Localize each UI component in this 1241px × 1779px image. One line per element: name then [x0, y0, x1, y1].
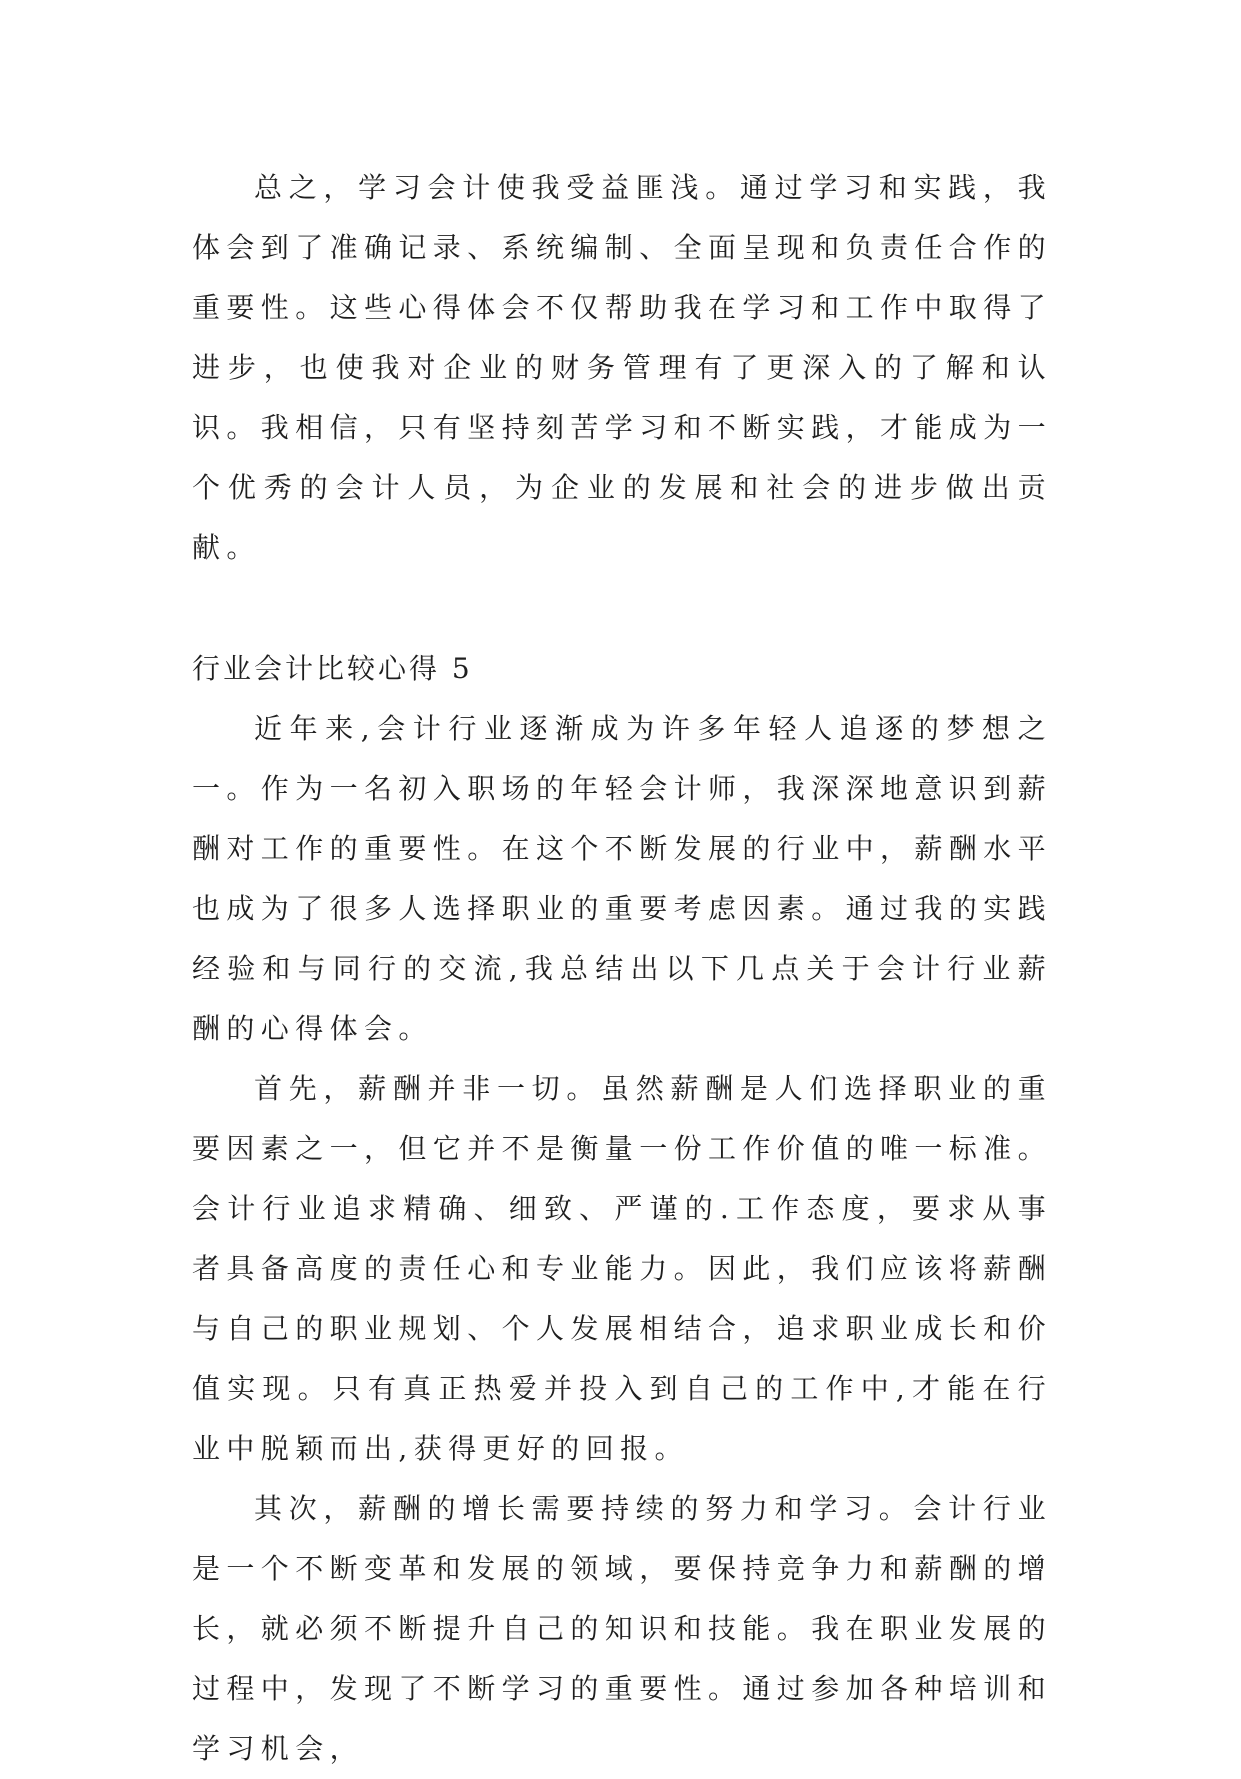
document-body — [192, 158, 1052, 1779]
paragraph-first-point: 首先，薪酬并非一切。虽然薪酬是人们选择职业的重要因素之一，但它并不是衡量一份工作价值的唯一标准。会计行业追求精确、细致、严谨的.工作态度，要求从事者具备高度的责任心和专业能力。因此，我们应该将薪酬与自己的职业规划、个人发展相结合，追求职业成长和价值实现。只有真正热爱并投入到自己的工作中,才能在行业中脱颖而出,获得更好的回报。 — [192, 1072, 1053, 1465]
paragraph-introduction: 近年来,会计行业逐渐成为许多年轻人追逐的梦想之一。作为一名初入职场的年轻会计师，我深深地意识到薪酬对工作的重要性。在这个不断发展的行业中，薪酬水平也成为了很多人选择职业的重要考虑因素。通过我的实践经验和与同行的交流,我总结出以下几点关于会计行业薪酬的心得体会。 — [192, 712, 1053, 1045]
paragraph-spacer — [192, 578, 1052, 639]
paragraph-second-point: 其次，薪酬的增长需要持续的努力和学习。会计行业是一个不断变革和发展的领域，要保持竞争力和薪酬的增长，就必须不断提升自己的知识和技能。我在职业发展的过程中，发现了不断学习的重要性。通过参加各种培训和学习机会， — [192, 1492, 1053, 1765]
section-heading: 行业会计比较心得 5 — [192, 652, 473, 685]
paragraph-conclusion: 总之，学习会计使我受益匪浅。通过学习和实践，我体会到了准确记录、系统编制、全面呈现和负责任合作的重要性。这些心得体会不仅帮助我在学习和工作中取得了进步，也使我对企业的财务管理有了更深入的了解和认识。我相信，只有坚持刻苦学习和不断实践，才能成为一个优秀的会计人员，为企业的发展和社会的进步做出贡献。 — [192, 171, 1053, 564]
